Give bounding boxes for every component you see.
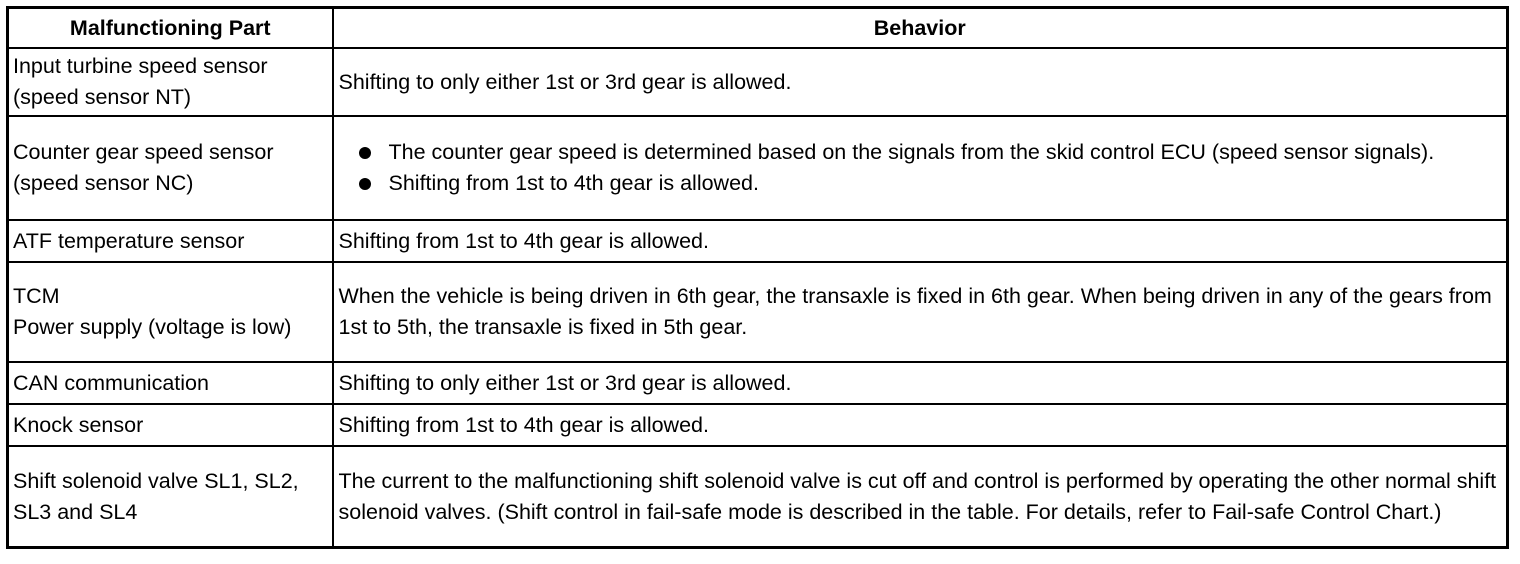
table-row — [8, 362, 1508, 404]
behavior-cell: The current to the malfunctioning shift solenoid valve is cut off and control is performed by operating the other normal shift solenoid valves. (Shift control in fail-safe mode is described in the table. For details, refer to Fail-safe Control Chart.) — [333, 446, 1508, 548]
behavior-cell: When the vehicle is being driven in 6th gear, the transaxle is fixed in 6th gear. When being driven in any of the gears from 1st to 5th, the transaxle is fixed in 5th gear. — [333, 262, 1508, 362]
part-line: (speed sensor NC) — [13, 171, 194, 195]
table-row — [8, 116, 1508, 220]
table-row — [8, 220, 1508, 262]
part-cell — [8, 446, 333, 548]
behavior-cell — [333, 116, 1508, 220]
behavior-bullet-list — [339, 137, 1503, 199]
list-item — [355, 137, 1503, 168]
part-line: Shift solenoid valve SL1, SL2, SL3 and SL4 — [13, 468, 299, 524]
header-malfunctioning-part: Malfunctioning Part — [8, 8, 333, 49]
part-cell — [8, 262, 333, 362]
behavior-cell: Shifting to only either 1st or 3rd gear is allowed. — [333, 362, 1508, 404]
table-row — [8, 262, 1508, 362]
behavior-cell: Shifting from 1st to 4th gear is allowed. — [333, 220, 1508, 262]
part-line: ATF temperature sensor — [13, 228, 245, 253]
behavior-cell: Shifting from 1st to 4th gear is allowed. — [333, 404, 1508, 446]
part-line: TCM — [13, 284, 60, 308]
table-row — [8, 404, 1508, 446]
part-line: CAN communication — [13, 370, 209, 395]
bullet-text: Shifting from 1st to 4th gear is allowed. — [388, 171, 759, 195]
fail-safe-table-container — [6, 6, 1506, 549]
table-header-row — [8, 8, 1508, 49]
header-behavior: Behavior — [333, 8, 1508, 49]
bullet-dot-icon — [359, 178, 371, 190]
part-line: Power supply (voltage is low) — [13, 315, 292, 339]
fail-safe-table — [6, 6, 1509, 549]
part-cell — [8, 362, 333, 404]
bullet-text: The counter gear speed is determined based on the signals from the skid control ECU (speed sensor signals). — [388, 140, 1435, 164]
list-item — [355, 168, 1503, 199]
part-line: Counter gear speed sensor — [13, 140, 274, 164]
bullet-dot-icon — [359, 147, 371, 159]
behavior-cell: Shifting to only either 1st or 3rd gear is allowed. — [333, 48, 1508, 116]
part-cell — [8, 404, 333, 446]
part-cell — [8, 48, 333, 116]
part-line: Knock sensor — [13, 412, 144, 437]
part-line: (speed sensor NT) — [13, 85, 192, 109]
part-line: Input turbine speed sensor — [13, 54, 268, 78]
part-cell — [8, 220, 333, 262]
table-row — [8, 446, 1508, 548]
part-cell — [8, 116, 333, 220]
table-row — [8, 48, 1508, 116]
